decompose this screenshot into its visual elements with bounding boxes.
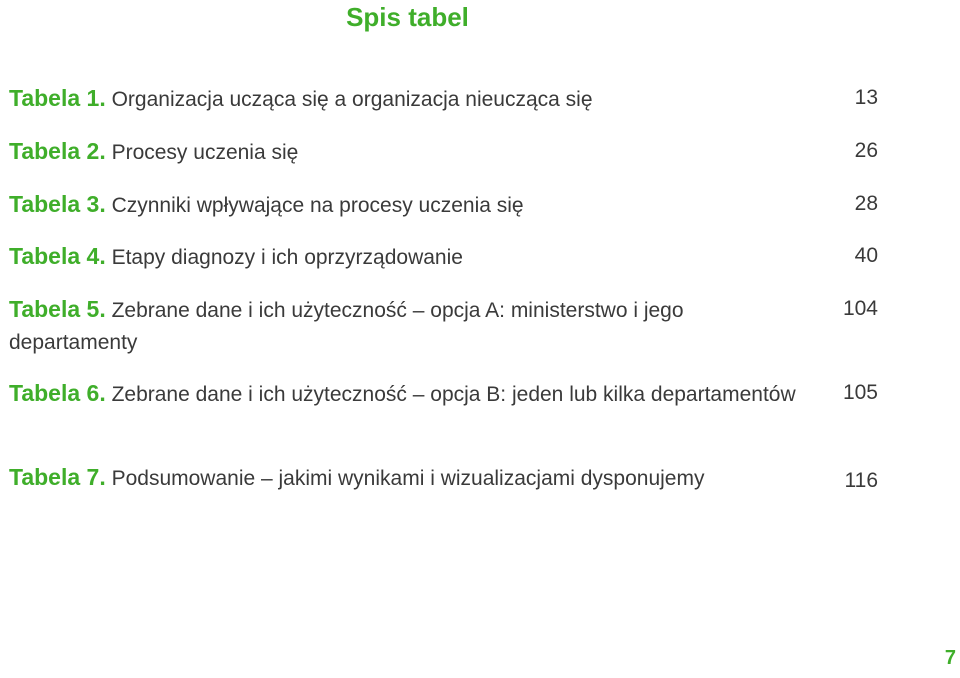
entry-page-number: 116 xyxy=(844,469,878,492)
entry-text: Organizacja ucząca się a organizacja nieucząca się xyxy=(111,88,593,111)
entry-label: Tabela 1. xyxy=(9,85,106,111)
entry-label: Tabela 7. xyxy=(9,464,106,490)
entry-label: Tabela 2. xyxy=(9,138,106,164)
entry-text: Czynniki wpływające na procesy uczenia się xyxy=(111,194,524,217)
entry-page-number: 104 xyxy=(842,297,878,320)
entry-text: Zebrane dane i ich użyteczność – opcja B: jeden lub kilka departamentów xyxy=(111,383,796,406)
page-title: Spis tabel xyxy=(346,2,469,32)
toc-entry-2[interactable] xyxy=(9,135,809,169)
entry-label: Tabela 5. xyxy=(9,296,106,322)
entry-label: Tabela 6. xyxy=(9,380,106,406)
toc-entry-1[interactable] xyxy=(9,82,809,116)
toc-entry-3[interactable] xyxy=(9,188,809,222)
page-folio: 7 xyxy=(944,647,956,669)
toc-entry-4[interactable] xyxy=(9,240,809,274)
entry-page-number: 28 xyxy=(854,192,878,215)
toc-entry-5[interactable] xyxy=(9,293,809,359)
entry-text: Procesy uczenia się xyxy=(111,141,299,164)
toc-entry-6[interactable] xyxy=(9,377,809,411)
entry-page-number: 13 xyxy=(854,86,878,109)
entry-label: Tabela 3. xyxy=(9,191,106,217)
entry-text: Zebrane dane i ich użyteczność – opcja A: ministerstwo i jego departamenty xyxy=(9,299,684,354)
entry-text: Podsumowanie – jakimi wynikami i wizualizacjami dysponujemy xyxy=(111,467,705,490)
entry-text: Etapy diagnozy i ich oprzyrządowanie xyxy=(111,246,463,269)
entry-page-number: 26 xyxy=(854,139,878,162)
entry-page-number: 105 xyxy=(842,381,878,404)
entry-page-number: 40 xyxy=(854,244,878,267)
toc-entry-7[interactable] xyxy=(9,461,809,495)
entry-label: Tabela 4. xyxy=(9,243,106,269)
